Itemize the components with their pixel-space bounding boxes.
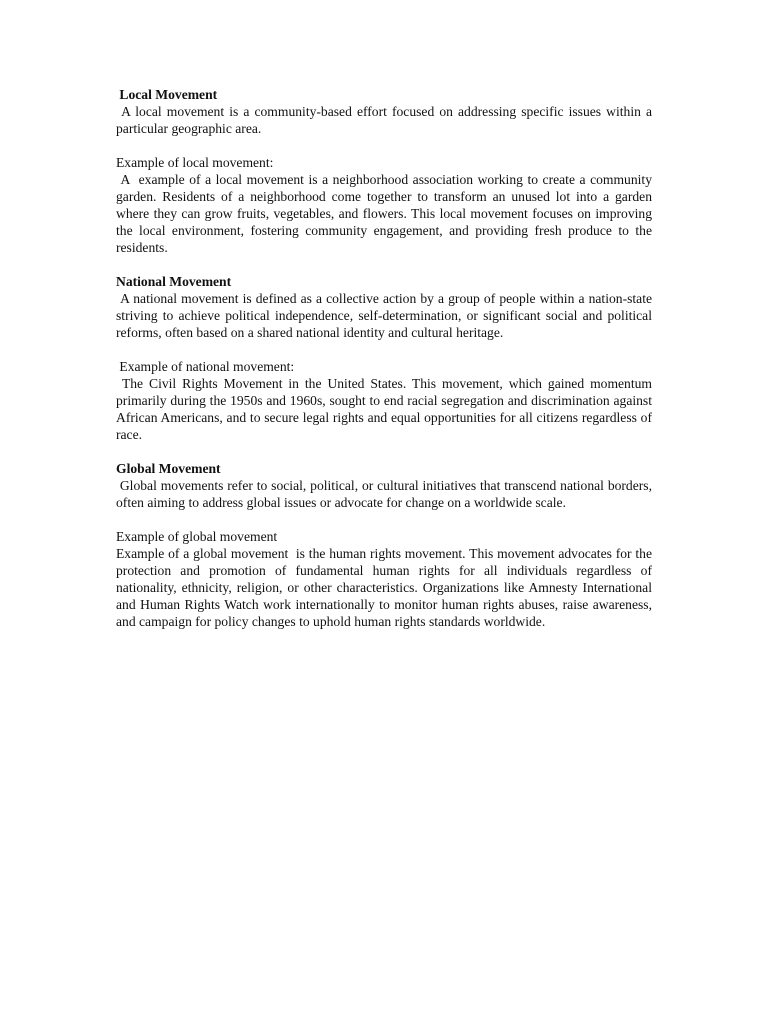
spacer: [116, 256, 652, 273]
national-movement-example-label: Example of national movement:: [116, 359, 295, 374]
spacer: [116, 137, 652, 154]
global-movement-heading: Global Movement: [116, 461, 221, 476]
global-movement-example-label: Example of global movement: [116, 529, 278, 544]
national-movement-example-text: The Civil Rights Movement in the United States. This movement, which gained momentum primarily during the 1950s and 1960s, sought to end racial segregation and discrimination against African Americans, and to secure legal rights and equal opportunities for all citizens regardless of race.: [116, 376, 656, 442]
document-page: [116, 86, 656, 630]
global-movement-definition: Global movements refer to social, political, or cultural initiatives that transcend national borders, often aiming to address global issues or advocate for change on a worldwide scale.: [116, 478, 656, 510]
local-movement-section: [116, 86, 656, 256]
spacer: [116, 511, 652, 528]
national-movement-heading: National Movement: [116, 274, 232, 289]
spacer: [116, 443, 652, 460]
global-movement-example-text: Example of a global movement is the human rights movement. This movement advocates for the protection and promotion of fundamental human rights for all individuals regardless of nationality, ethnicity, religion, or other characteristics. Organizations like Amnesty International and Human Rights Watch work internationally to monitor human rights abuses, raise awareness, and campaign for policy changes to uphold human rights standards worldwide.: [116, 546, 656, 629]
local-movement-example-text: A example of a local movement is a neighborhood association working to create a community garden. Residents of a neighborhood come together to transform an unused lot into a garden where they can grow fruits, vegetables, and flowers. This local movement focuses on improving the local environment, fostering community engagement, and providing fresh produce to the residents.: [116, 172, 656, 255]
local-movement-definition: A local movement is a community-based effort focused on addressing specific issues within a particular geographic area.: [116, 104, 656, 136]
local-movement-example-label: Example of local movement:: [116, 155, 274, 170]
national-movement-definition: A national movement is defined as a collective action by a group of people within a nation-state striving to achieve political independence, self-determination, or significant social and political reforms, often based on a shared national identity and cultural heritage.: [116, 291, 656, 340]
spacer: [116, 341, 652, 358]
global-movement-section: [116, 460, 656, 630]
national-movement-section: [116, 273, 656, 443]
local-movement-heading: Local Movement: [116, 87, 218, 102]
